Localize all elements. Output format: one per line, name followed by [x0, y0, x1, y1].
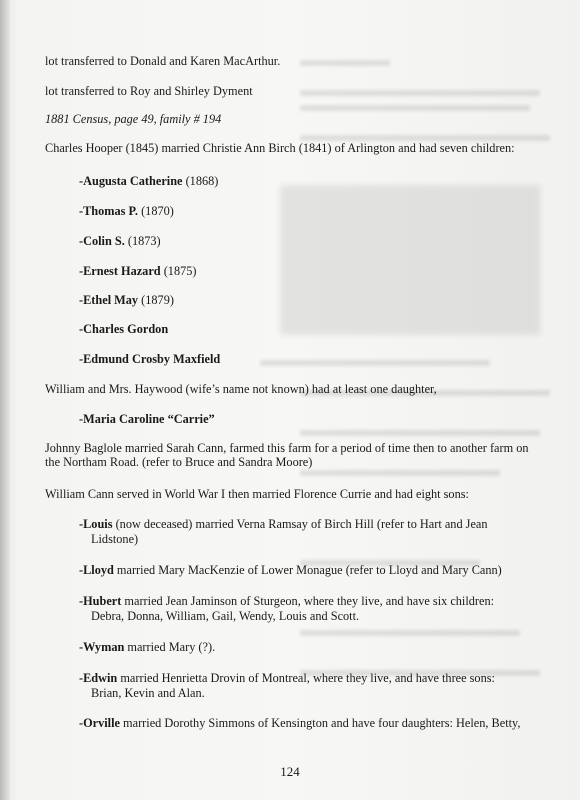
line-johnny-2: the Northam Road. (refer to Bruce and Sandra Moore) — [45, 455, 313, 469]
son-orville — [79, 716, 520, 731]
line-lot-dyment: lot transferred to Roy and Shirley Dyment — [45, 84, 253, 98]
entry-detail: married Jean Jaminson of Sturgeon, where they live, and have six children: — [121, 594, 495, 608]
line-charles-hooper: Charles Hooper (1845) married Christie Ann Birch (1841) of Arlington and had seven children: — [45, 141, 515, 155]
person-name: -Charles Gordon — [79, 322, 169, 336]
child-thomas — [79, 204, 174, 219]
person-name: -Thomas P. — [79, 204, 138, 218]
son-lloyd — [79, 563, 502, 578]
entry-detail: married Henrietta Drovin of Montreal, where they live, and have three sons: — [117, 671, 495, 685]
person-name: -Wyman — [79, 640, 125, 654]
child-ethel — [79, 293, 174, 308]
entry-detail: (1870) — [138, 204, 174, 218]
page-number: 124 — [280, 764, 300, 779]
person-name: -Augusta Catherine — [79, 174, 183, 188]
child-maria — [79, 412, 215, 427]
person-name: -Maria Caroline “Carrie” — [79, 412, 215, 426]
entry-detail: (now deceased) married Verna Ramsay of Birch Hill (refer to Hart and Jean — [112, 517, 488, 531]
entry-detail: married Dorothy Simmons of Kensington and have four daughters: Helen, Betty, — [119, 716, 521, 730]
line-johnny-1: Johnny Baglole married Sarah Cann, farmed this farm for a period of time then to another farm on — [45, 441, 529, 455]
entry-detail: (1873) — [124, 234, 161, 248]
person-name: -Lloyd — [79, 563, 114, 577]
person-name: -Ethel May — [79, 293, 139, 307]
line-lot-macarthur: lot transferred to Donald and Karen MacArthur. — [45, 54, 281, 68]
entry-detail: (1875) — [160, 264, 197, 278]
entry-detail: married Mary (?). — [124, 640, 216, 654]
child-charles-gordon — [79, 322, 168, 337]
line-william-cann: William Cann served in World War I then married Florence Currie and had eight sons: — [45, 487, 469, 501]
person-name: -Edmund Crosby Maxfield — [79, 352, 221, 366]
son-edwin-2: Brian, Kevin and Alan. — [91, 686, 205, 700]
son-louis-1 — [79, 517, 488, 532]
son-edwin-1 — [79, 671, 495, 686]
son-louis-2: Lidstone) — [91, 532, 139, 546]
person-name: -Louis — [79, 517, 113, 531]
entry-detail: married Mary MacKenzie of Lower Monague (refer to Lloyd and Mary Cann) — [113, 563, 502, 577]
person-name: -Edwin — [79, 671, 118, 685]
person-name: -Orville — [79, 716, 120, 730]
son-hubert-1 — [79, 594, 494, 609]
person-name: -Colin S. — [79, 234, 125, 248]
child-edmund — [79, 352, 220, 367]
child-ernest — [79, 264, 196, 279]
son-wyman — [79, 640, 215, 655]
son-hubert-2: Debra, Donna, William, Gail, Wendy, Louis and Scott. — [91, 609, 360, 623]
entry-detail: (1879) — [138, 293, 174, 307]
entry-detail: (1868) — [182, 174, 219, 188]
person-name: -Hubert — [79, 594, 122, 608]
line-william-haywood: William and Mrs. Haywood (wife’s name not known) had at least one daughter, — [45, 382, 437, 396]
child-colin — [79, 234, 161, 249]
child-augusta — [79, 174, 218, 189]
line-census: 1881 Census, page 49, family # 194 — [45, 112, 222, 126]
person-name: -Ernest Hazard — [79, 264, 161, 278]
